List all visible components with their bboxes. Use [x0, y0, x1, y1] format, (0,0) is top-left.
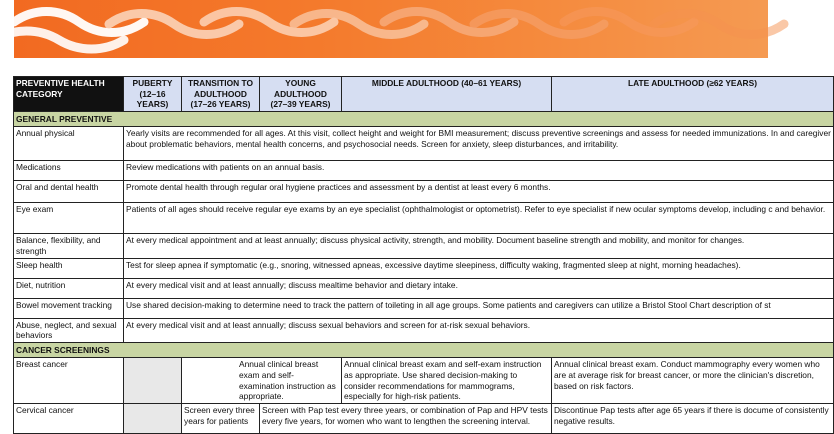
- table-row: [14, 234, 834, 258]
- table-row: [14, 298, 834, 318]
- row-text: At every medical visit and at least annually; discuss mealtime behavior and dietary intake.: [124, 278, 834, 298]
- section-row: [14, 342, 834, 358]
- row-label: Bowel movement tracking: [14, 298, 124, 318]
- empty-cell: [124, 358, 182, 404]
- header-puberty: PUBERTY (12–16 YEARS): [124, 77, 182, 112]
- table-row: [14, 181, 834, 203]
- row-text: Use shared decision-making to determine need to track the pattern of toileting in all age groups. Some patients and caregivers can utilize a Bristol Stool Chart description of st: [124, 298, 834, 318]
- table-row: [14, 278, 834, 298]
- section-row: [14, 111, 834, 127]
- row-label: Balance, flexibility, and strength: [14, 234, 124, 258]
- table-row: [14, 404, 834, 434]
- table-row: [14, 203, 834, 234]
- table-row: [14, 161, 834, 181]
- header-young-adulthood: YOUNG ADULTHOOD (27–39 YEARS): [260, 77, 342, 112]
- row-text-transition: Screen every three years for patients: [182, 404, 260, 434]
- row-label: Eye exam: [14, 203, 124, 234]
- row-text: Test for sleep apnea if symptomatic (e.g., snoring, witnessed apneas, excessive daytime sleepiness, difficulty waking, fragmented sleep at night, morning headaches).: [124, 258, 834, 278]
- empty-cell: [124, 404, 182, 434]
- table-header-row: [14, 77, 834, 112]
- row-label: Sleep health: [14, 258, 124, 278]
- row-text-late: Discontinue Pap tests after age 65 years if there is docume of consistently negative results.: [552, 404, 834, 434]
- row-label: Annual physical: [14, 127, 124, 161]
- row-text: Yearly visits are recommended for all ages. At this visit, collect height and weight for BMI measurement; discuss preventive screenings and assess for needed immunizations. In and caregiver about problematic behaviors, mental health concerns, and psychosocial needs. Screen for anxiety, sleep disturbances, and irritability.: [124, 127, 834, 161]
- row-text: Review medications with patients on an annual basis.: [124, 161, 834, 181]
- header-late-adulthood: LATE ADULTHOOD (≥62 YEARS): [552, 77, 834, 112]
- header-middle-adulthood: MIDDLE ADULTHOOD (40–61 YEARS): [342, 77, 552, 112]
- row-text: Promote dental health through regular oral hygiene practices and assessment by a dentist at least every 6 months.: [124, 181, 834, 203]
- row-text-late: Annual clinical breast exam. Conduct mammography every women who are at average risk for breast cancer, or more the clinician's discretion, based on risk factors.: [552, 358, 834, 404]
- row-label: Diet, nutrition: [14, 278, 124, 298]
- row-label: Abuse, neglect, and sexual behaviors: [14, 318, 124, 342]
- table-row: [14, 358, 834, 404]
- section-general-preventive: GENERAL PREVENTIVE: [14, 111, 834, 127]
- row-text: Patients of all ages should receive regular eye exams by an eye specialist (ophthalmologist or optometrist). Refer to eye specialist if new ocular symptoms develop, including c and behavior.: [124, 203, 834, 234]
- row-text-middle: Screen with Pap test every three years, or combination of Pap and HPV tests every five years, for women who want to lengthen the screening interval.: [260, 404, 552, 434]
- swirl-pattern-icon: [14, 0, 768, 58]
- row-text-middle: Annual clinical breast exam and self-exam instruction as appropriate. Use shared decision-making to consider recommendations for mammograms, especially for high-risk patients.: [342, 358, 552, 404]
- row-text: At every medical visit and at least annually; discuss sexual behaviors and screen for at-risk sexual behaviors.: [124, 318, 834, 342]
- section-cancer-screenings: CANCER SCREENINGS: [14, 342, 834, 358]
- header-transition: TRANSITION TO ADULTHOOD (17–26 YEARS): [182, 77, 260, 112]
- table-row: [14, 127, 834, 161]
- table-row: [14, 318, 834, 342]
- row-text: At every medical appointment and at least annually; discuss physical activity, strength, and mobility. Document baseline strength and mobility, and monitor for changes.: [124, 234, 834, 258]
- row-label: Oral and dental health: [14, 181, 124, 203]
- row-text-transition: Annual clinical breast exam and self-examination instruction as appropriate.: [182, 358, 342, 404]
- row-label: Breast cancer: [14, 358, 124, 404]
- row-label: Medications: [14, 161, 124, 181]
- table-row: [14, 258, 834, 278]
- header-banner: [14, 0, 768, 58]
- header-category: PREVENTIVE HEALTH CATEGORY: [14, 77, 124, 112]
- row-label: Cervical cancer: [14, 404, 124, 434]
- preventive-health-table: [13, 76, 834, 434]
